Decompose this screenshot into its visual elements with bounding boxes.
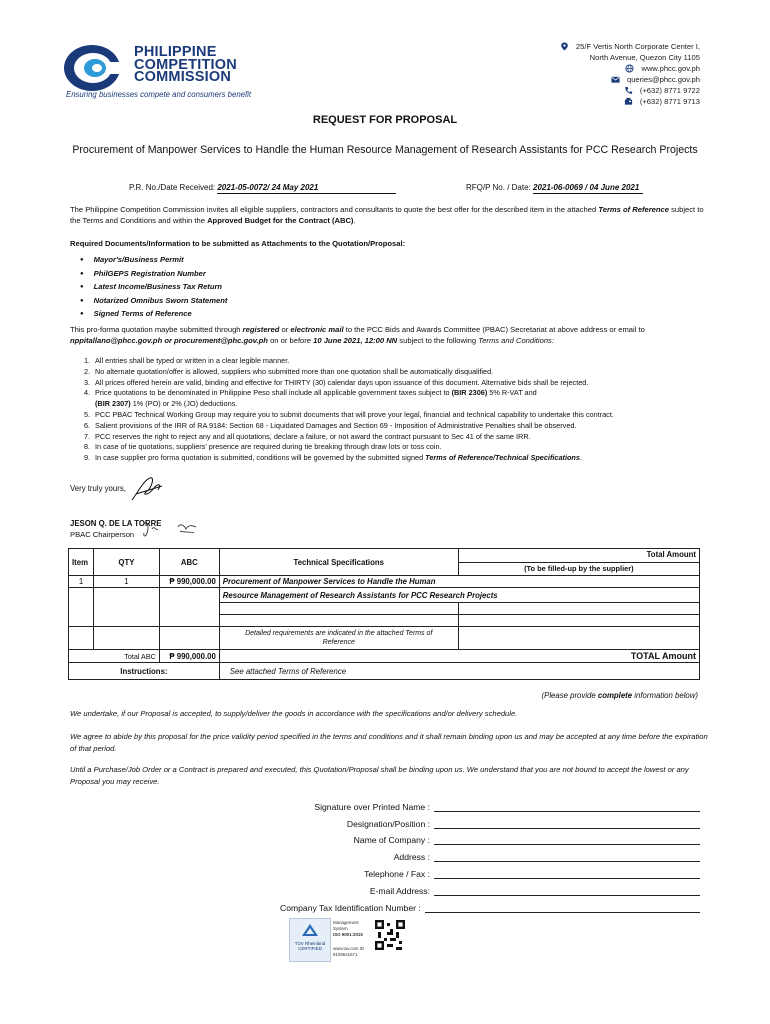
intro-paragraph <box>70 204 705 226</box>
cell-item: 1 <box>69 576 94 588</box>
phone-input[interactable] <box>434 868 700 879</box>
provide-text-1: (Please provide <box>541 691 596 700</box>
supplier-info-form <box>280 795 700 913</box>
required-doc-item: ● Mayor's/Business Permit <box>80 254 227 268</box>
email-link[interactable]: queries@phcc.gov.ph <box>626 75 700 84</box>
condition-text: 1% (PO) or 2% (JO) deductions. <box>132 399 238 409</box>
intro-text-1: The Philippine Competition Commission invites all eligible suppliers, contractors and consultants to quote the best offer for the described item in the attached <box>70 205 597 214</box>
header-qty: QTY <box>93 549 159 576</box>
table-header-row <box>69 549 700 563</box>
condition-item: 2. No alternate quotation/offer is allowed, suppliers who submitted more than one quotation shall be automatically disqualified. <box>84 366 494 376</box>
sub-text-4: subject to the following <box>399 336 477 345</box>
tin-label: Company Tax Identification Number : <box>280 902 421 913</box>
phone-number-2: (+632) 8771 9713 <box>639 97 700 106</box>
condition-text: All entries shall be typed or written in a clear legible manner. <box>95 356 290 365</box>
signature-label: Signature over Printed Name : <box>314 801 430 812</box>
condition-item: 9. In case supplier pro forma quotation is submitted, conditions will be governed by the submitted signed Terms of Reference/Technical Specifications. <box>84 453 582 463</box>
cell-detail-note: Detailed requirements are indicated in the attached Terms of Reference <box>219 627 458 650</box>
cert-text-3: www.tuv.com ID 9108641671 <box>333 946 365 957</box>
closing-salutation: Very truly yours, <box>70 484 126 493</box>
condition-tor: Terms of Reference/Technical Specifications <box>425 453 580 463</box>
email-input[interactable] <box>434 885 700 896</box>
email-row <box>559 74 700 85</box>
cert-text-2: ISO 9001:2015 <box>333 932 363 937</box>
address-line1: 25/F Vertis North Corporate Center I, <box>575 42 700 51</box>
cert-text-1: Management System <box>333 920 359 931</box>
pr-number <box>129 183 396 192</box>
submission-paragraph <box>70 324 705 346</box>
condition-text: All prices offered herein are valid, binding and effective for THIRTY (30) calendar days upon issuance of this document. Alternative bids shall be rejected. <box>95 377 589 387</box>
pcc-logo <box>62 40 282 102</box>
address-label: Address : <box>393 852 430 863</box>
pr-value: 2021-05-0072/ 24 May 2021 <box>217 183 396 194</box>
total-abc-value: ₱ 990,000.00 <box>159 650 219 663</box>
intro-tor: Terms of Reference <box>598 205 669 214</box>
header-total-sub: (To be filled-up by the supplier) <box>458 562 699 576</box>
condition-bir2307: (BIR 2307) <box>95 399 131 409</box>
org-tagline: Ensuring businesses compete and consumers benefit <box>66 90 252 99</box>
binding-paragraph: Until a Purchase/Job Order or a Contract is prepared and executed, this Quotation/Proposal shall be binding upon us. We understand that you are not bound to accept the lowest or any Proposal you may receive. <box>70 765 689 786</box>
sub-deadline: 10 June 2021, 12:00 NN <box>313 336 398 345</box>
pcc-logo-emblem-icon <box>62 42 122 94</box>
email-label: E-mail Address: <box>369 885 430 896</box>
provide-note <box>542 691 698 700</box>
required-doc-item: ● Notarized Omnibus Sworn Statement <box>80 295 227 309</box>
signature-scribble-icon <box>128 474 166 504</box>
undertaking-paragraph: We undertake, if our Proposal is accepted, to supply/deliver the goods in accordance with the specifications and/or delivery schedule. <box>70 709 518 718</box>
required-doc-item: ● Signed Terms of Reference <box>80 308 227 322</box>
header-abc: ABC <box>159 549 219 576</box>
tuv-badge-text: TÜV Rheinland CERTIFIED <box>294 941 326 951</box>
condition-item: 5. PCC PBAC Technical Working Group may require you to submit documents that will prove your legal, financial and technical capability to undertake this contract. <box>84 409 614 419</box>
company-field <box>280 829 700 846</box>
terms-conditions-list <box>84 356 704 464</box>
qr-code-icon <box>375 920 405 950</box>
company-label: Name of Company : <box>353 835 430 846</box>
header-spec: Technical Specifications <box>219 549 458 576</box>
condition-item: 8. In case of tie quotations, suppliers' presence are required during tie breaking through draw lots or toss coin. <box>84 442 442 452</box>
phone-label: Telephone / Fax : <box>364 868 430 879</box>
tuv-triangle-icon <box>301 923 319 937</box>
address-field <box>280 845 700 862</box>
condition-text: In case supplier pro forma quotation is submitted, conditions will be governed by the submitted signed <box>95 453 424 463</box>
fax-icon <box>623 97 634 106</box>
website-row <box>559 63 700 74</box>
rfq-label: RFQ/P No. / Date: <box>466 183 531 192</box>
signature-input[interactable] <box>434 801 700 812</box>
sub-electronic: electronic mail <box>290 325 344 334</box>
table-row <box>69 576 700 588</box>
total-amount-label: TOTAL Amount <box>219 650 699 663</box>
tuv-badge <box>289 918 331 962</box>
table-row-detail <box>69 627 700 650</box>
cell-abc: ₱ 990,000.00 <box>159 576 219 588</box>
sub-text-2: to the PCC Bids and Awards Committee (PBAC) Secretariat at above address or email to <box>345 325 645 334</box>
sub-or: or <box>281 325 289 334</box>
condition-item: 3. All prices offered herein are valid, binding and effective for THIRTY (30) calendar days upon issuance of this document. Alternative bids shall be rejected. <box>84 377 589 387</box>
signature-field <box>280 795 700 812</box>
cell-total-amount-input[interactable] <box>458 576 699 588</box>
instructions-label: Instructions: <box>69 663 220 680</box>
condition-text: PCC PBAC Technical Working Group may require you to submit documents that will prove your legal, financial and technical capability to undertake this contract. <box>95 409 614 419</box>
condition-text: Price quotations to be denominated in Philippine Peso shall include all applicable government taxes subject to <box>95 388 450 398</box>
condition-text: 5% R-VAT and <box>489 388 537 398</box>
org-name-line2: COMPETITION <box>134 56 237 73</box>
company-input[interactable] <box>434 834 700 845</box>
condition-item-cont <box>84 399 704 410</box>
total-abc-label: Total ABC <box>69 650 160 663</box>
header-total: Total Amount <box>458 549 699 563</box>
header-item: Item <box>69 549 94 576</box>
designation-label: Designation/Position : <box>346 818 430 829</box>
condition-bir2306: (BIR 2306) <box>451 388 488 398</box>
phone-number-1: (+632) 8771 9722 <box>639 86 700 95</box>
condition-item: 6. Salient provisions of the IRR of RA 9184: Section 68 - Liquidated Damages and Section 69 - Imposition of Administrative Penalties shall be observed. <box>84 420 577 430</box>
provide-text-2: information below) <box>634 691 698 700</box>
org-name-line3: COMMISSION <box>134 69 232 85</box>
org-name <box>134 46 237 84</box>
required-docs-heading: Required Documents/Information to be submitted as Attachments to the Quotation/Proposal: <box>70 239 406 248</box>
condition-item: 7. PCC reserves the right to reject any and all quotations, declare a failure, or not award the contract pursuant to Sec 41 of the same IRR. <box>84 431 531 441</box>
required-doc-item: ● PhilGEPS Registration Number <box>80 268 227 282</box>
tin-input[interactable] <box>425 902 700 913</box>
designation-input[interactable] <box>434 818 700 829</box>
document-title: REQUEST FOR PROPOSAL <box>312 114 458 126</box>
quotation-table <box>68 548 700 680</box>
cert-info <box>333 920 373 958</box>
address-row <box>559 41 700 52</box>
cell-qty: 1 <box>93 576 159 588</box>
procurement-subject: Procurement of Manpower Services to Handle the Human Resource Management of Research Assistants for PCC Research Projects <box>72 144 698 156</box>
condition-text: No alternate quotation/offer is allowed, suppliers who submitted more than one quotation shall be automatically disqualified. <box>95 366 494 376</box>
table-row-blank <box>69 615 700 627</box>
sub-terms: Terms and Conditions: <box>478 336 554 345</box>
provide-complete: complete <box>597 691 633 700</box>
pr-label: P.R. No./Date Received: <box>129 183 216 192</box>
table-row-blank <box>69 603 700 615</box>
condition-item: 1. All entries shall be typed or written in a clear legible manner. <box>84 356 290 365</box>
condition-text: PCC reserves the right to reject any and all quotations, declare a failure, or not award the contract pursuant to Sec 41 of the same IRR. <box>95 431 531 441</box>
table-row <box>69 588 700 603</box>
envelope-icon <box>610 75 621 84</box>
tin-field <box>280 896 700 913</box>
phone-row-1 <box>559 85 700 96</box>
email-field <box>280 879 700 896</box>
rfq-value: 2021-06-0069 / 04 June 2021 <box>533 183 643 194</box>
address-input[interactable] <box>434 851 700 862</box>
table-instructions-row <box>69 663 700 680</box>
org-name-line1: PHILIPPINE <box>134 44 217 60</box>
validity-paragraph: We agree to abide by this proposal for the price validity period specified in the terms and conditions and it shall remain binding upon us and may be accepted at any time before the expiration of that period. <box>70 732 708 753</box>
sub-registered: registered <box>242 325 280 334</box>
rfq-number <box>466 183 643 192</box>
globe-icon <box>624 64 635 73</box>
sub-text-1: This pro-forma quotation maybe submitted through <box>70 325 241 334</box>
address-line2: North Avenue, Quezon City 1105 <box>589 53 700 62</box>
designation-field <box>280 812 700 829</box>
address-row-2 <box>559 52 700 63</box>
sub-text-3: on or before <box>270 336 312 345</box>
iso-certification-badge <box>289 918 415 960</box>
cell-spec-2: Resource Management of Research Assistants for PCC Research Projects <box>219 588 699 603</box>
intro-text-2: subject to the Terms and Conditions and within the <box>70 205 704 225</box>
intro-end: . <box>353 216 356 225</box>
required-doc-item: ● Latest Income/Business Tax Return <box>80 281 227 295</box>
phone-row-2 <box>559 96 700 107</box>
required-docs-list <box>80 254 227 322</box>
condition-text: Salient provisions of the IRR of RA 9184: Section 68 - Liquidated Damages and Section 69 - Imposition of Administrative Penalties shall be observed. <box>95 420 577 430</box>
contact-block <box>559 41 700 107</box>
intro-abc: Approved Budget for the Contract (ABC) <box>207 216 354 225</box>
location-pin-icon <box>559 42 570 51</box>
table-total-row <box>69 650 700 663</box>
sub-email-2[interactable]: or procurement@phc.gov.ph <box>164 336 268 345</box>
website-link[interactable]: www.phcc.gov.ph <box>641 64 700 73</box>
condition-text: . <box>579 453 582 463</box>
condition-item: 4. Price quotations to be denominated in Philippine Peso shall include all applicable government taxes subject to (BIR 2306) 5% R-VAT and <box>84 388 537 398</box>
signatory-name: JESON Q. DE LA TORRE <box>70 519 162 528</box>
condition-text: In case of tie quotations, suppliers' presence are required during tie breaking through draw lots or toss coin. <box>95 442 442 452</box>
sub-email-1[interactable]: nppitallano@phcc.gov.ph <box>70 336 163 345</box>
signatory-role: PBAC Chairperson <box>70 530 135 539</box>
cell-spec-1: Procurement of Manpower Services to Handle the Human <box>219 576 458 588</box>
phone-icon <box>623 86 634 95</box>
phone-field <box>280 862 700 879</box>
instructions-value: See attached Terms of Reference <box>219 663 699 680</box>
